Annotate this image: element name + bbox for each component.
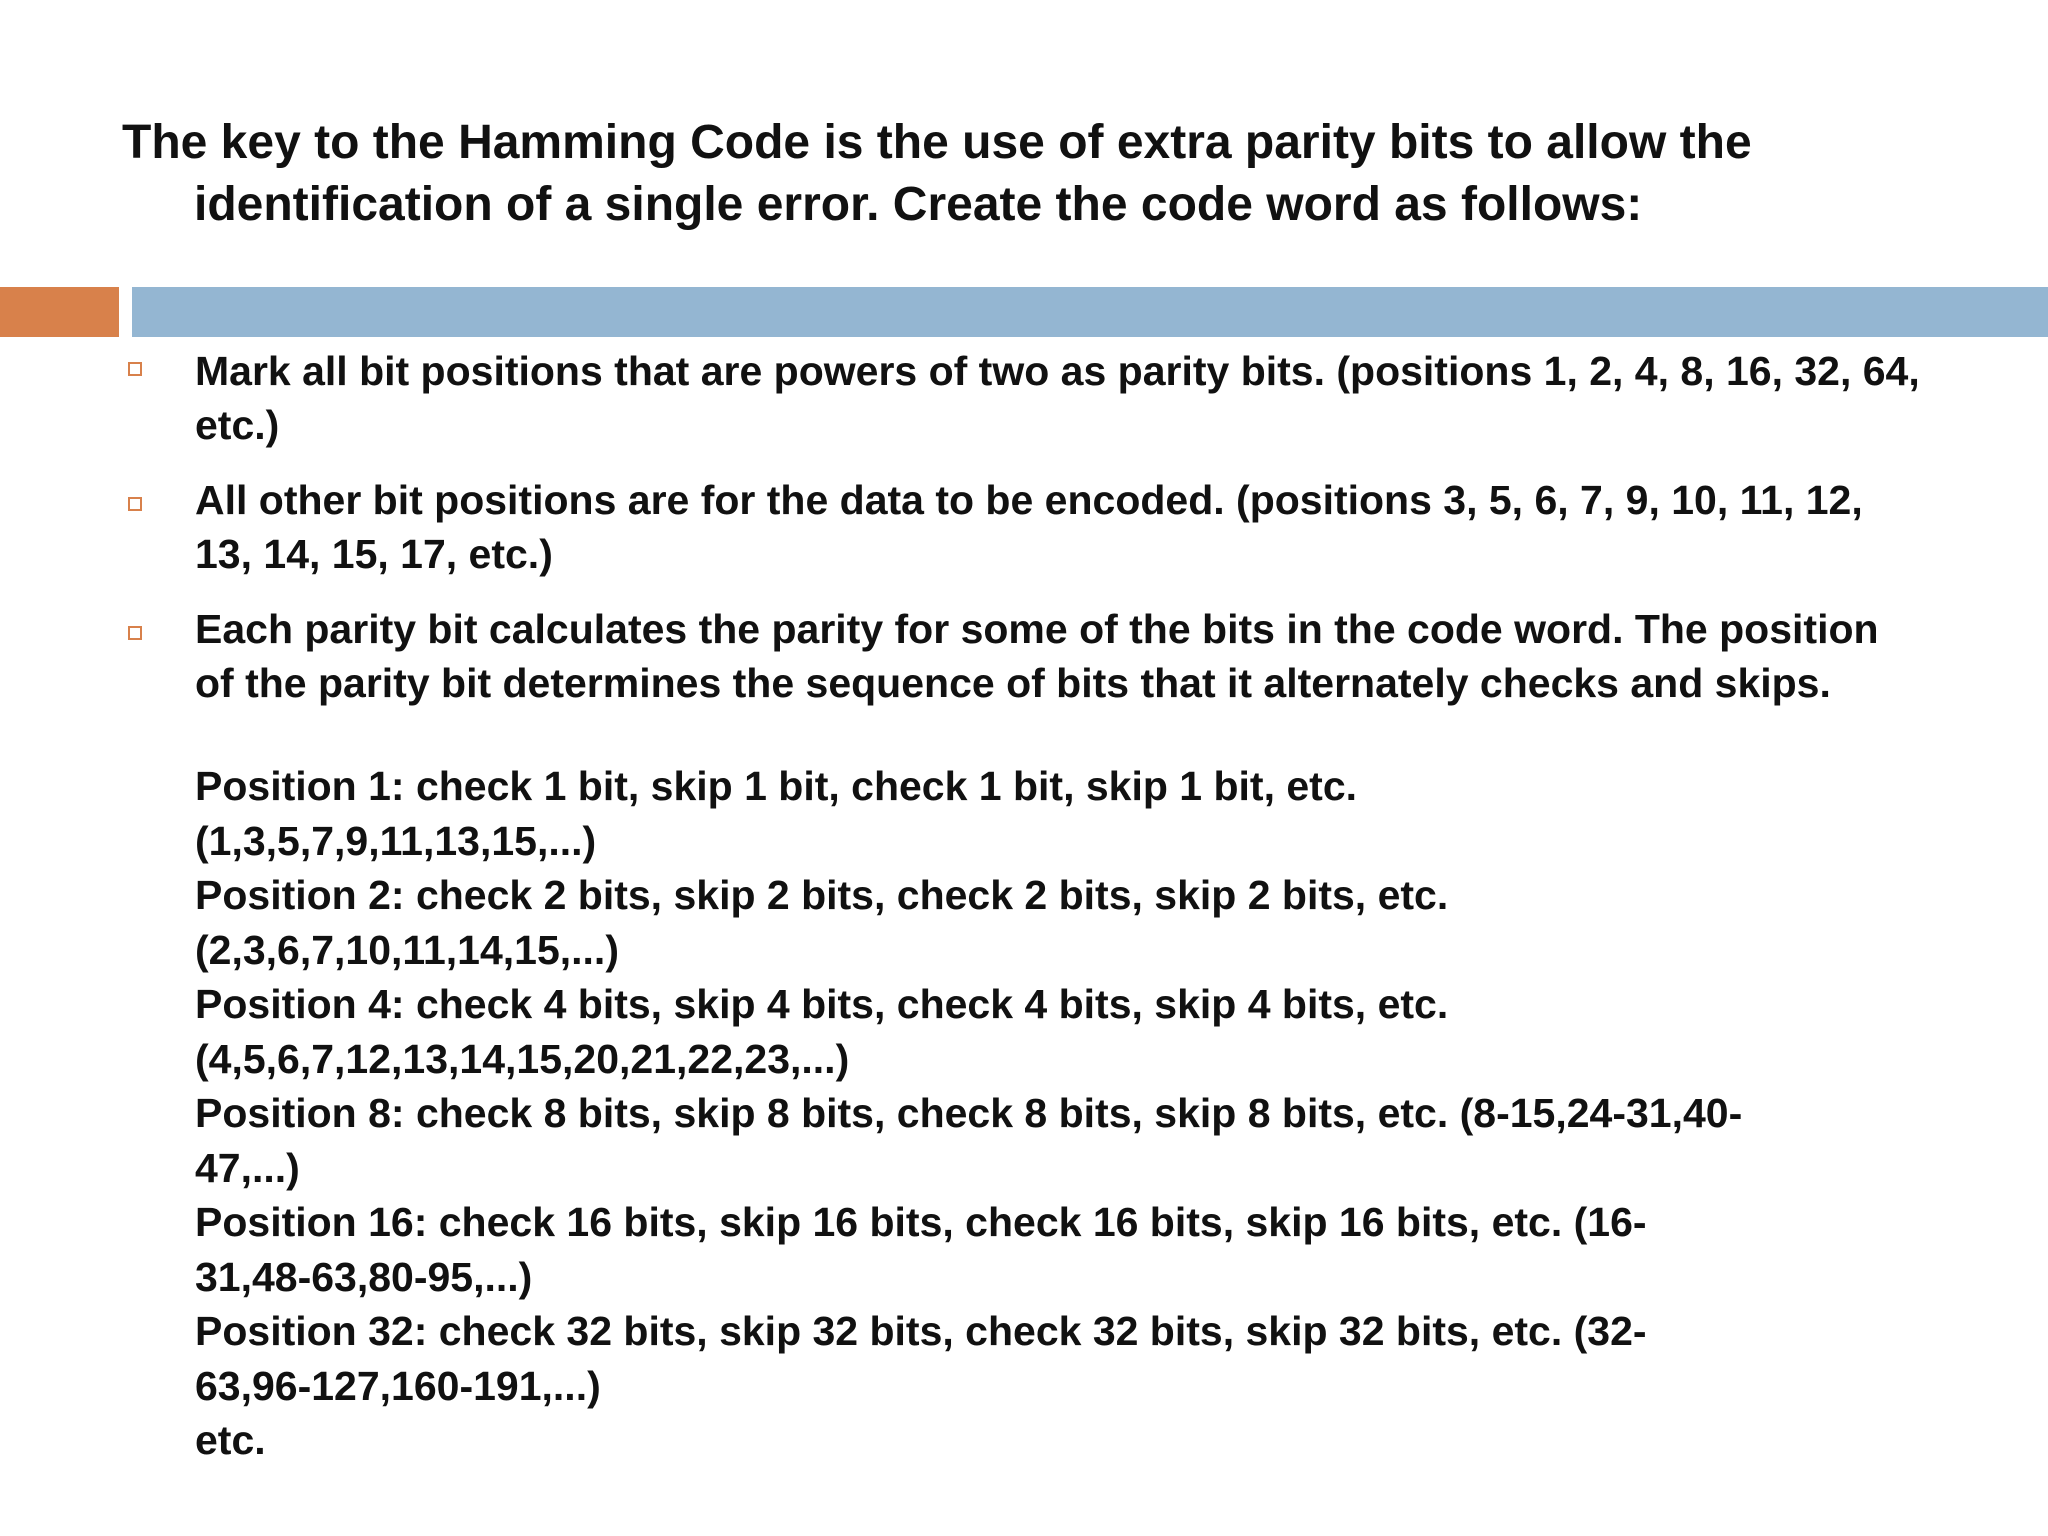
bullet-item xyxy=(122,602,1922,710)
position-rule: Position 32: check 32 bits, skip 32 bits, check 32 bits, skip 32 bits, etc. (32- xyxy=(195,1308,1647,1354)
position-sequence: 63,96-127,160-191,...) xyxy=(195,1362,601,1409)
etc-line: etc. xyxy=(195,1417,266,1463)
position-rule: Position 4: check 4 bits, skip 4 bits, check 4 bits, skip 4 bits, etc. xyxy=(195,981,1449,1027)
slide-title: The key to the Hamming Code is the use of extra parity bits to allow the identification of a single error. Create the code word as follows: xyxy=(122,116,1752,231)
bullet-text: Mark all bit positions that are powers of two as parity bits. (positions 1, 2, 4, 8, 16, 32, 64, etc.) xyxy=(195,348,1920,448)
bullet-text: All other bit positions are for the data to be encoded. (positions 3, 5, 6, 7, 9, 10, 11, 12, 13, 14, 15, 17, etc.) xyxy=(195,477,1863,577)
position-rule: Position 2: check 2 bits, skip 2 bits, check 2 bits, skip 2 bits, etc. xyxy=(195,872,1449,918)
position-rule: Position 16: check 16 bits, skip 16 bits, check 16 bits, skip 16 bits, etc. (16- xyxy=(195,1199,1647,1245)
position-rule: Position 8: check 8 bits, skip 8 bits, check 8 bits, skip 8 bits, etc. (8-15,24-31,40- xyxy=(195,1090,1743,1136)
position-rule: Position 1: check 1 bit, skip 1 bit, check 1 bit, skip 1 bit, etc. xyxy=(195,763,1358,809)
bullet-text: Each parity bit calculates the parity for some of the bits in the code word. The position of the parity bit determines the sequence of bits that it alternately checks and skips. xyxy=(195,606,1879,706)
slide-content xyxy=(122,338,1922,1468)
position-sequence: 47,...) xyxy=(195,1144,300,1191)
square-bullet-icon xyxy=(128,626,142,640)
position-sequence: (2,3,6,7,10,11,14,15,...) xyxy=(195,926,619,973)
position-sequence: (1,3,5,7,9,11,13,15,...) xyxy=(195,817,597,864)
position-sequence: (4,5,6,7,12,13,14,15,20,21,22,23,...) xyxy=(195,1035,850,1082)
bullet-item xyxy=(122,338,1922,452)
square-bullet-icon xyxy=(128,362,142,376)
square-bullet-icon xyxy=(128,497,142,511)
position-sequence: 31,48-63,80-95,...) xyxy=(195,1253,533,1300)
accent-bar xyxy=(0,287,119,337)
bullet-item xyxy=(122,473,1922,581)
header-band xyxy=(132,287,2048,337)
parity-position-list xyxy=(122,759,1922,1468)
